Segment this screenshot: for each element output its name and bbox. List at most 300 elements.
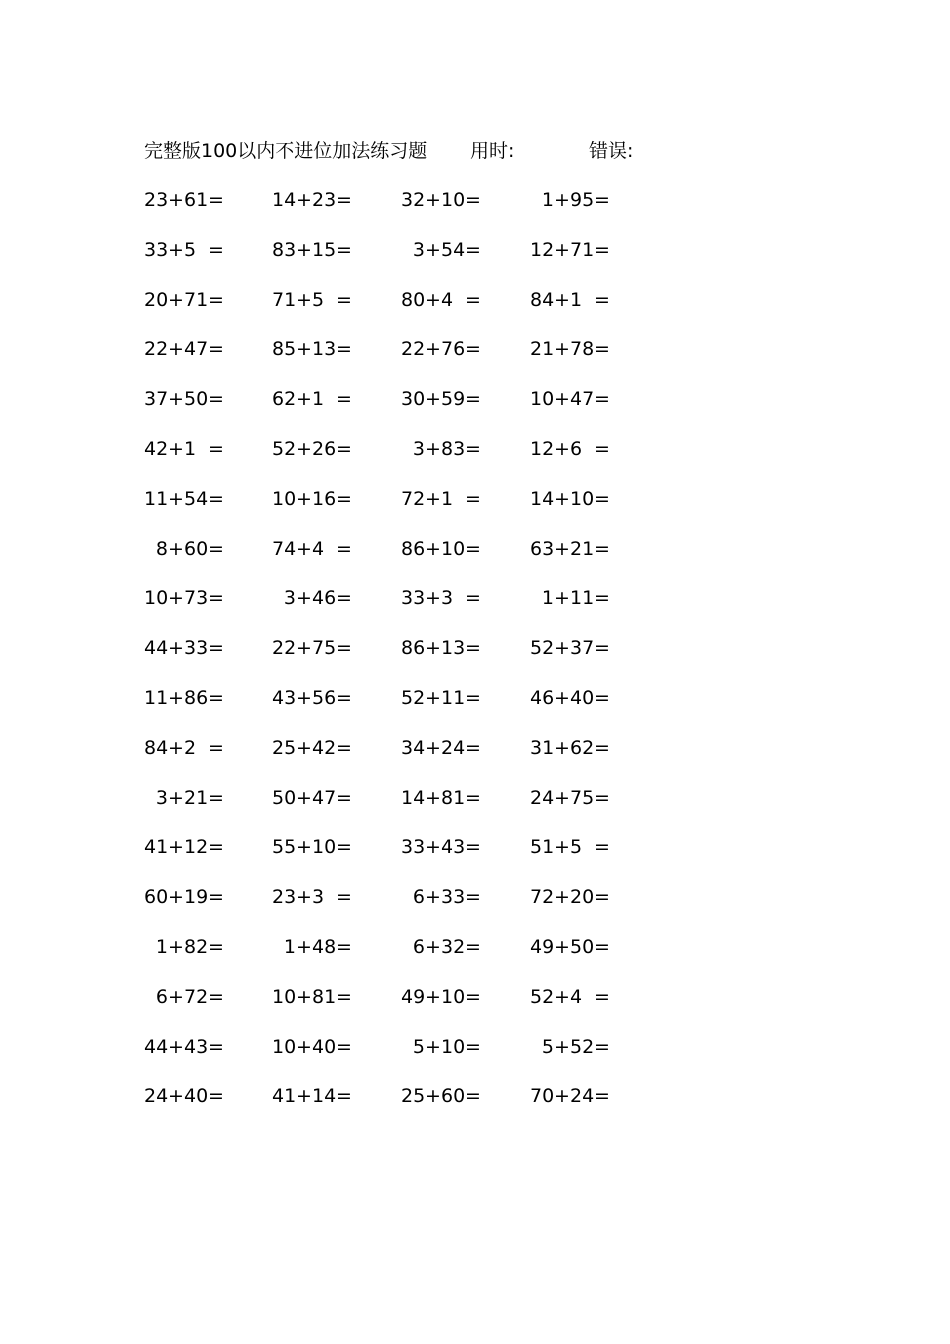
addition-problem (401, 634, 501, 662)
equals-sign: = (465, 288, 481, 311)
plus-sign: + (296, 985, 312, 1008)
plus-sign: + (296, 786, 312, 809)
addend-2: 61 (184, 189, 209, 211)
addend-2: 47 (312, 786, 337, 809)
problem-row (144, 186, 664, 236)
addend-2: 5 (570, 836, 583, 859)
addition-problem (144, 335, 244, 363)
plus-sign: + (554, 537, 570, 560)
equals-sign: = (594, 189, 610, 211)
equals-sign: = (336, 238, 352, 261)
problem-row (144, 485, 664, 535)
addition-problem (272, 485, 372, 513)
plus-sign: + (296, 437, 312, 460)
addition-problem (272, 784, 372, 812)
equals-sign: = (465, 637, 481, 660)
addend-1: 25 (401, 1085, 426, 1108)
addend-2: 56 (312, 686, 337, 709)
equals-sign: = (208, 985, 224, 1008)
addition-problem (272, 385, 372, 413)
addend-2: 1 (441, 487, 454, 510)
addend-2: 6 (570, 437, 583, 460)
plus-sign: + (168, 985, 184, 1008)
plus-sign: + (296, 238, 312, 261)
equals-sign: = (594, 786, 610, 809)
plus-sign: + (296, 736, 312, 759)
addend-1: 71 (272, 288, 297, 311)
addend-1: 12 (530, 238, 555, 261)
addend-2: 1 (570, 288, 583, 311)
addition-problem (144, 1033, 244, 1061)
addition-problem (272, 883, 372, 911)
plus-sign: + (168, 487, 184, 510)
plus-sign: + (296, 537, 312, 560)
addend-1: 10 (272, 487, 297, 510)
equals-sign: = (336, 886, 352, 909)
equals-sign: = (336, 587, 352, 610)
equals-sign: = (465, 189, 481, 211)
equals-sign: = (594, 686, 610, 709)
addition-problem (272, 286, 372, 314)
addend-2: 82 (184, 935, 209, 958)
equals-sign: = (465, 786, 481, 809)
addend-1: 86 (401, 637, 426, 660)
addend-1: 23 (272, 886, 297, 909)
addend-1: 24 (144, 1085, 169, 1108)
plus-sign: + (554, 935, 570, 958)
plus-sign: + (554, 238, 570, 261)
addend-1: 10 (272, 985, 297, 1008)
addend-2: 46 (312, 587, 337, 610)
addend-1: 41 (144, 836, 169, 859)
equals-sign: = (336, 1035, 352, 1058)
addend-1: 44 (144, 637, 169, 660)
equals-sign: = (465, 487, 481, 510)
addition-problem (144, 933, 244, 961)
addend-1: 37 (144, 388, 169, 411)
equals-sign: = (336, 189, 352, 211)
plus-sign: + (425, 886, 441, 909)
addend-2: 60 (184, 537, 209, 560)
plus-sign: + (296, 1035, 312, 1058)
addition-problem (401, 1033, 501, 1061)
addend-2: 26 (312, 437, 337, 460)
problem-row (144, 535, 664, 585)
plus-sign: + (168, 238, 184, 261)
addend-1: 10 (144, 587, 169, 610)
addend-2: 71 (570, 238, 595, 261)
addend-1: 84 (530, 288, 555, 311)
addend-2: 40 (570, 686, 595, 709)
plus-sign: + (296, 637, 312, 660)
addend-2: 5 (184, 238, 197, 261)
problem-row (144, 634, 664, 684)
plus-sign: + (168, 686, 184, 709)
plus-sign: + (425, 189, 441, 211)
addition-problem (401, 833, 501, 861)
addend-1: 41 (272, 1085, 297, 1108)
plus-sign: + (296, 338, 312, 361)
addend-2: 10 (441, 1035, 466, 1058)
plus-sign: + (425, 1035, 441, 1058)
addition-problem (144, 286, 244, 314)
addend-2: 42 (312, 736, 337, 759)
addend-1: 14 (272, 189, 297, 211)
plus-sign: + (168, 189, 184, 211)
addend-2: 62 (570, 736, 595, 759)
plus-sign: + (296, 189, 312, 211)
addend-1: 6 (412, 886, 425, 909)
equals-sign: = (594, 487, 610, 510)
addend-1: 14 (530, 487, 555, 510)
addend-2: 10 (441, 537, 466, 560)
addition-problem (530, 833, 630, 861)
addition-problem (144, 236, 244, 264)
addition-problem (272, 186, 372, 214)
addition-problem (530, 385, 630, 413)
plus-sign: + (425, 537, 441, 560)
equals-sign: = (208, 686, 224, 709)
addend-1: 24 (530, 786, 555, 809)
addition-problem (272, 335, 372, 363)
addition-problem (401, 784, 501, 812)
addend-2: 81 (312, 985, 337, 1008)
addend-1: 52 (401, 686, 426, 709)
addend-2: 10 (441, 985, 466, 1008)
problem-grid (144, 186, 664, 1132)
addition-problem (144, 983, 244, 1011)
addition-problem (272, 933, 372, 961)
addend-2: 76 (441, 338, 466, 361)
addition-problem (401, 1082, 501, 1110)
addition-problem (530, 236, 630, 264)
addend-2: 86 (184, 686, 209, 709)
addend-2: 78 (570, 338, 595, 361)
equals-sign: = (465, 238, 481, 261)
plus-sign: + (168, 1035, 184, 1058)
plus-sign: + (168, 637, 184, 660)
addend-2: 14 (312, 1085, 337, 1108)
addition-problem (401, 286, 501, 314)
plus-sign: + (554, 786, 570, 809)
equals-sign: = (594, 637, 610, 660)
addend-1: 10 (272, 1035, 297, 1058)
addend-2: 21 (570, 537, 595, 560)
addition-problem (401, 335, 501, 363)
equals-sign: = (336, 487, 352, 510)
plus-sign: + (296, 836, 312, 859)
equals-sign: = (594, 338, 610, 361)
addend-2: 73 (184, 587, 209, 610)
addend-2: 24 (570, 1085, 595, 1108)
addend-1: 85 (272, 338, 297, 361)
addend-2: 83 (441, 437, 466, 460)
worksheet-title: 完整版100以内不进位加法练习题 (144, 140, 428, 162)
addend-1: 1 (541, 189, 554, 211)
addition-problem (144, 634, 244, 662)
addend-1: 14 (401, 786, 426, 809)
equals-sign: = (594, 1085, 610, 1108)
equals-sign: = (208, 487, 224, 510)
addend-1: 1 (155, 935, 168, 958)
plus-sign: + (296, 487, 312, 510)
addend-1: 6 (412, 935, 425, 958)
equals-sign: = (465, 437, 481, 460)
addend-1: 32 (401, 189, 426, 211)
addition-problem (530, 286, 630, 314)
addend-2: 5 (312, 288, 325, 311)
addition-problem (272, 734, 372, 762)
plus-sign: + (554, 587, 570, 610)
addend-1: 55 (272, 836, 297, 859)
addend-2: 10 (312, 836, 337, 859)
plus-sign: + (554, 338, 570, 361)
equals-sign: = (208, 388, 224, 411)
addend-2: 13 (312, 338, 337, 361)
addition-problem (401, 435, 501, 463)
addend-1: 1 (541, 587, 554, 610)
addend-1: 21 (530, 338, 555, 361)
equals-sign: = (208, 836, 224, 859)
equals-sign: = (594, 288, 610, 311)
equals-sign: = (208, 537, 224, 560)
addend-1: 22 (401, 338, 426, 361)
addition-problem (144, 1082, 244, 1110)
problem-row (144, 385, 664, 435)
plus-sign: + (168, 786, 184, 809)
addition-problem (530, 634, 630, 662)
plus-sign: + (554, 886, 570, 909)
equals-sign: = (336, 686, 352, 709)
addition-problem (144, 734, 244, 762)
equals-sign: = (336, 786, 352, 809)
addend-1: 46 (530, 686, 555, 709)
plus-sign: + (425, 786, 441, 809)
addition-problem (144, 186, 244, 214)
addition-problem (401, 983, 501, 1011)
addend-2: 47 (184, 338, 209, 361)
equals-sign: = (208, 736, 224, 759)
plus-sign: + (554, 686, 570, 709)
addend-2: 21 (184, 786, 209, 809)
addend-1: 30 (401, 388, 426, 411)
addend-1: 11 (144, 686, 169, 709)
problem-row (144, 584, 664, 634)
addition-problem (272, 1082, 372, 1110)
equals-sign: = (594, 1035, 610, 1058)
equals-sign: = (208, 189, 224, 211)
equals-sign: = (465, 736, 481, 759)
addend-2: 15 (312, 238, 337, 261)
plus-sign: + (168, 836, 184, 859)
equals-sign: = (208, 935, 224, 958)
plus-sign: + (168, 338, 184, 361)
equals-sign: = (336, 985, 352, 1008)
addend-1: 12 (530, 437, 555, 460)
addition-problem (401, 535, 501, 563)
addend-2: 81 (441, 786, 466, 809)
addition-problem (530, 983, 630, 1011)
addend-2: 32 (441, 935, 466, 958)
addition-problem (272, 435, 372, 463)
equals-sign: = (336, 388, 352, 411)
addend-1: 22 (144, 338, 169, 361)
addition-problem (272, 236, 372, 264)
plus-sign: + (425, 686, 441, 709)
problem-row (144, 983, 664, 1033)
plus-sign: + (425, 487, 441, 510)
addend-1: 5 (412, 1035, 425, 1058)
equals-sign: = (465, 1035, 481, 1058)
equals-sign: = (336, 935, 352, 958)
addend-1: 52 (530, 637, 555, 660)
plus-sign: + (425, 637, 441, 660)
addend-2: 60 (441, 1085, 466, 1108)
equals-sign: = (208, 886, 224, 909)
problem-row (144, 1033, 664, 1083)
addition-problem (144, 485, 244, 513)
equals-sign: = (465, 985, 481, 1008)
equals-sign: = (208, 786, 224, 809)
time-label: 用时: (470, 140, 515, 162)
plus-sign: + (296, 886, 312, 909)
plus-sign: + (425, 437, 441, 460)
addition-problem (401, 186, 501, 214)
equals-sign: = (465, 1085, 481, 1108)
addition-problem (401, 933, 501, 961)
equals-sign: = (465, 836, 481, 859)
equals-sign: = (594, 935, 610, 958)
equals-sign: = (336, 338, 352, 361)
addend-1: 72 (530, 886, 555, 909)
addition-problem (272, 833, 372, 861)
addend-2: 54 (184, 487, 209, 510)
plus-sign: + (554, 388, 570, 411)
addend-1: 8 (155, 537, 168, 560)
addend-2: 40 (312, 1035, 337, 1058)
addend-2: 10 (441, 189, 466, 211)
problem-row (144, 933, 664, 983)
addend-2: 50 (570, 935, 595, 958)
addend-2: 37 (570, 637, 595, 660)
equals-sign: = (594, 736, 610, 759)
addend-1: 34 (401, 736, 426, 759)
problem-row (144, 784, 664, 834)
equals-sign: = (208, 1085, 224, 1108)
equals-sign: = (336, 437, 352, 460)
addend-2: 13 (441, 637, 466, 660)
plus-sign: + (425, 388, 441, 411)
addend-1: 1 (283, 935, 296, 958)
addend-1: 80 (401, 288, 426, 311)
equals-sign: = (465, 388, 481, 411)
addend-1: 62 (272, 388, 297, 411)
addend-1: 3 (412, 238, 425, 261)
addend-2: 72 (184, 985, 209, 1008)
addend-1: 6 (155, 985, 168, 1008)
equals-sign: = (594, 836, 610, 859)
worksheet-header (144, 137, 844, 165)
addend-2: 4 (441, 288, 454, 311)
equals-sign: = (465, 537, 481, 560)
plus-sign: + (168, 587, 184, 610)
addition-problem (144, 684, 244, 712)
plus-sign: + (425, 985, 441, 1008)
addend-2: 11 (441, 686, 466, 709)
problem-row (144, 734, 664, 784)
addend-1: 3 (155, 786, 168, 809)
equals-sign: = (465, 886, 481, 909)
addition-problem (144, 435, 244, 463)
addend-1: 84 (144, 736, 169, 759)
problem-row (144, 684, 664, 734)
plus-sign: + (296, 686, 312, 709)
equals-sign: = (465, 338, 481, 361)
addition-problem (401, 684, 501, 712)
equals-sign: = (208, 437, 224, 460)
plus-sign: + (296, 388, 312, 411)
addend-1: 44 (144, 1035, 169, 1058)
addend-2: 1 (312, 388, 325, 411)
plus-sign: + (425, 836, 441, 859)
addend-1: 33 (401, 587, 426, 610)
problem-row (144, 435, 664, 485)
plus-sign: + (168, 388, 184, 411)
addend-2: 50 (184, 388, 209, 411)
addend-2: 16 (312, 487, 337, 510)
addend-2: 4 (570, 985, 583, 1008)
addition-problem (144, 385, 244, 413)
plus-sign: + (168, 537, 184, 560)
equals-sign: = (594, 985, 610, 1008)
equals-sign: = (208, 288, 224, 311)
addend-1: 3 (412, 437, 425, 460)
problem-row (144, 1082, 664, 1132)
addend-1: 33 (401, 836, 426, 859)
plus-sign: + (425, 736, 441, 759)
plus-sign: + (168, 935, 184, 958)
addition-problem (530, 186, 630, 214)
equals-sign: = (336, 537, 352, 560)
plus-sign: + (168, 1085, 184, 1108)
addition-problem (530, 335, 630, 363)
addend-1: 50 (272, 786, 297, 809)
plus-sign: + (554, 1035, 570, 1058)
plus-sign: + (554, 487, 570, 510)
addend-1: 83 (272, 238, 297, 261)
addend-1: 51 (530, 836, 555, 859)
plus-sign: + (554, 1085, 570, 1108)
problem-row (144, 335, 664, 385)
addend-1: 33 (144, 238, 169, 261)
addend-2: 71 (184, 288, 209, 311)
equals-sign: = (208, 587, 224, 610)
addend-2: 12 (184, 836, 209, 859)
plus-sign: + (554, 736, 570, 759)
addition-problem (530, 584, 630, 612)
addition-problem (530, 684, 630, 712)
addition-problem (530, 1033, 630, 1061)
addition-problem (401, 584, 501, 612)
addend-1: 74 (272, 537, 297, 560)
addition-problem (144, 584, 244, 612)
plus-sign: + (168, 736, 184, 759)
equals-sign: = (465, 686, 481, 709)
plus-sign: + (168, 886, 184, 909)
addend-2: 1 (184, 437, 197, 460)
addend-2: 20 (570, 886, 595, 909)
plus-sign: + (554, 288, 570, 311)
